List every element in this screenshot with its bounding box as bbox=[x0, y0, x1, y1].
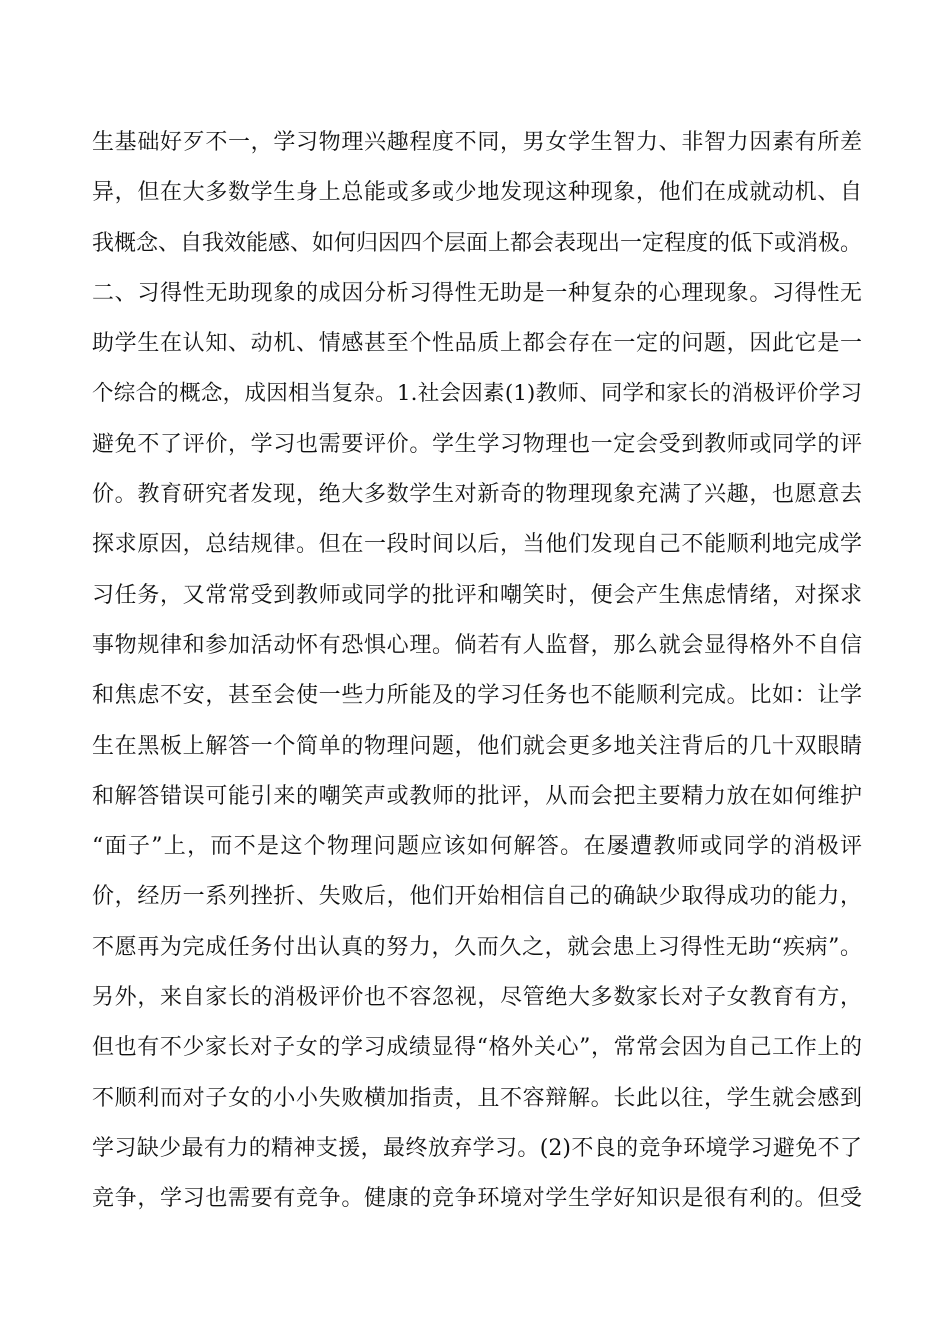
text-line-1: 生基础好歹不一，学习物理兴趣程度不同，男女学生智力、非智力因素有所差 bbox=[92, 130, 862, 155]
text-line-2: 异，但在大多数学生身上总能或多或少地发现这种现象，他们在成就动机、自 bbox=[92, 180, 862, 206]
text-line-16: 价，经历一系列挫折、失败后，他们开始相信自己的确缺少取得成功的能力， bbox=[92, 884, 862, 910]
text-line-20: 不顺利而对子女的小小失败横加指责，且不容辩解。长此以往，学生就会感到 bbox=[92, 1085, 862, 1111]
text-line-14: 和解答错误可能引来的嘲笑声或教师的批评，从而会把主要精力放在如何维护 bbox=[92, 783, 862, 809]
text-line-6: 个综合的概念，成因相当复杂。1.社会因素(1)教师、同学和家长的消极评价学习 bbox=[92, 381, 862, 407]
text-line-15: “面子”上，而不是这个物理问题应该如何解答。在屡遭教师或同学的消极评 bbox=[92, 834, 862, 860]
text-line-9: 探求原因，总结规律。但在一段时间以后，当他们发现自己不能顺利地完成学 bbox=[92, 532, 862, 558]
text-line-13: 生在黑板上解答一个简单的物理问题，他们就会更多地关注背后的几十双眼睛 bbox=[92, 733, 862, 759]
text-line-12: 和焦虑不安，甚至会使一些力所能及的学习任务也不能顺利完成。比如：让学 bbox=[92, 683, 862, 709]
text-line-3: 我概念、自我效能感、如何归因四个层面上都会表现出一定程度的低下或消极。 bbox=[92, 230, 862, 256]
text-line-22: 竞争，学习也需要有竞争。健康的竞争环境对学生学好知识是很有利的。但受 bbox=[92, 1186, 862, 1212]
text-line-17: 不愿再为完成任务付出认真的努力，久而久之，就会患上习得性无助“疾病”。 bbox=[92, 934, 862, 960]
text-line-19: 但也有不少家长对子女的学习成绩显得“格外关心”，常常会因为自己工作上的 bbox=[92, 1035, 862, 1061]
text-line-5: 助学生在认知、动机、情感甚至个性品质上都会存在一定的问题，因此它是一 bbox=[92, 331, 862, 357]
text-line-8: 价。教育研究者发现，绝大多数学生对新奇的物理现象充满了兴趣，也愿意去 bbox=[92, 482, 862, 508]
text-line-10: 习任务，又常常受到教师或同学的批评和嘲笑时，便会产生焦虑情绪，对探求 bbox=[92, 582, 862, 608]
body-text bbox=[92, 118, 862, 1225]
text-line-11: 事物规律和参加活动怀有恐惧心理。倘若有人监督，那么就会显得格外不自信 bbox=[92, 632, 862, 658]
text-line-18: 另外，来自家长的消极评价也不容忽视，尽管绝大多数家长对子女教育有方， bbox=[92, 985, 862, 1011]
text-line-7: 避免不了评价，学习也需要评价。学生学习物理也一定会受到教师或同学的评 bbox=[92, 431, 862, 457]
text-line-4: 二、习得性无助现象的成因分析习得性无助是一种复杂的心理现象。习得性无 bbox=[92, 280, 862, 306]
text-line-21: 学习缺少最有力的精神支援，最终放弃学习。(2)不良的竞争环境学习避免不了 bbox=[92, 1135, 862, 1161]
